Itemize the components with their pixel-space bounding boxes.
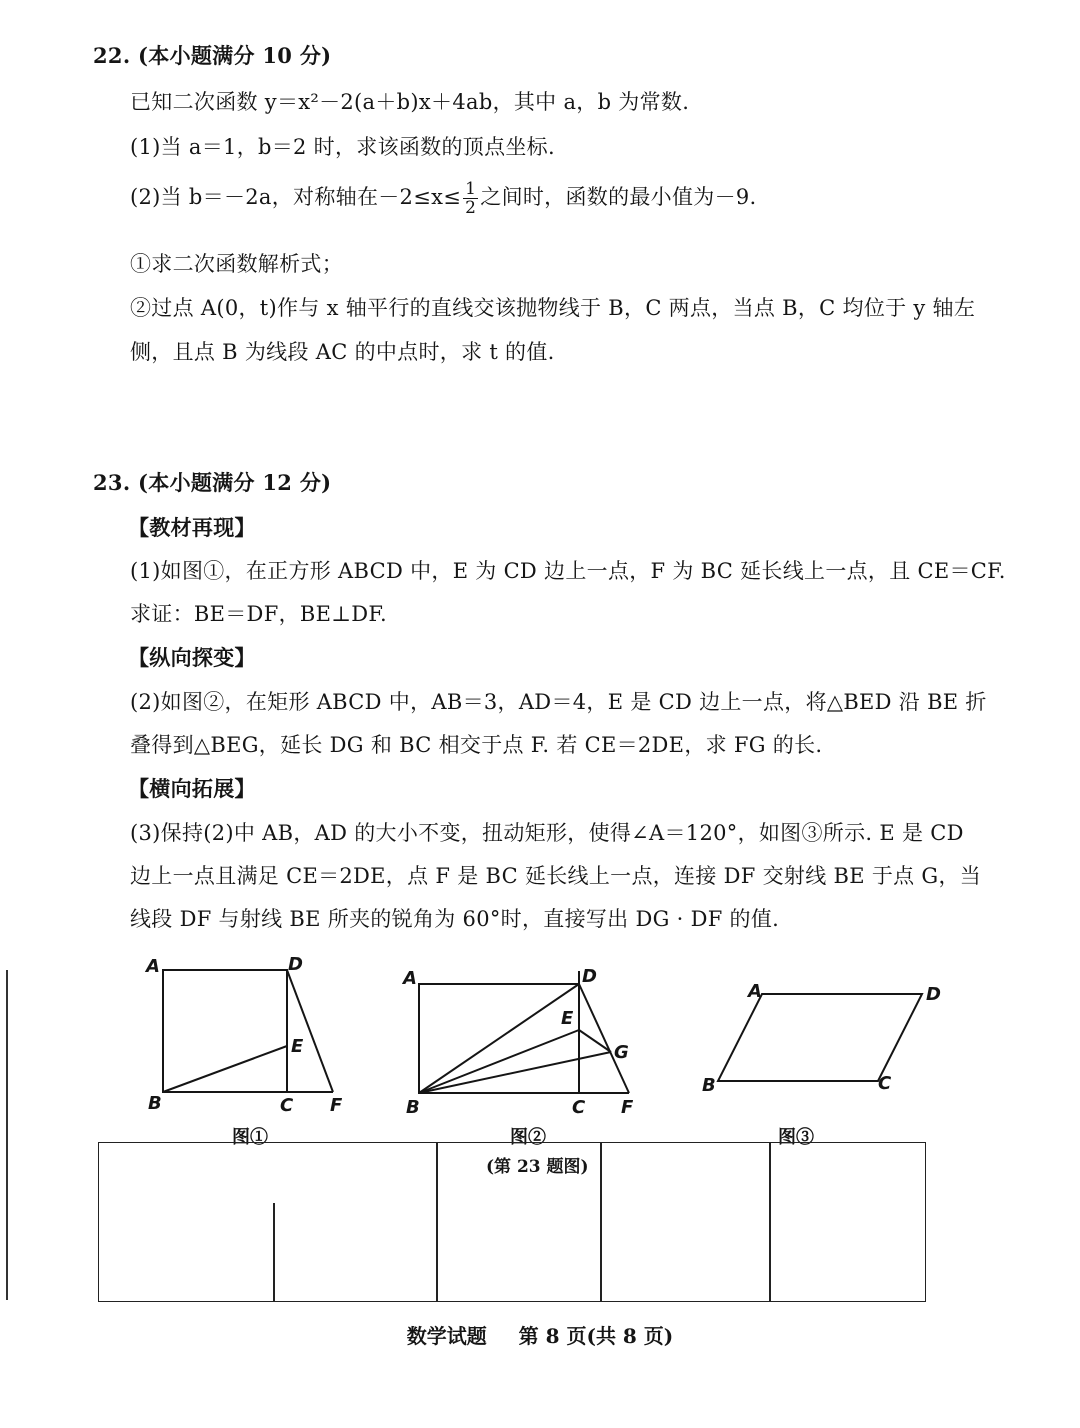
q23-part3-line3: 线段 DF 与射线 BE 所夹的锐角为 60°时，直接写出 DG · DF 的值. <box>130 907 780 931</box>
fig3-label-D: D <box>926 984 941 1005</box>
fig1-caption: 图① <box>232 1127 268 1148</box>
fig1-label-E: E <box>291 1036 304 1057</box>
fig1-line-DF <box>287 970 333 1092</box>
q23-section2-title: 【纵向探变】 <box>128 645 256 670</box>
fig2-line-DF <box>579 984 629 1093</box>
fig2-label-B: B <box>406 1097 420 1118</box>
fig1-label-D: D <box>288 954 303 975</box>
footer-subject: 数学试题 <box>406 1324 487 1348</box>
fig1-line-BE <box>163 1046 287 1092</box>
q22-sub2-line2: 侧，且点 B 为线段 AC 的中点时，求 t 的值. <box>130 340 555 364</box>
fig1-label-C: C <box>280 1095 294 1116</box>
answer-box-right-divider <box>769 1143 771 1301</box>
q23-part1-line2: 求证：BE＝DF，BE⊥DF. <box>130 602 387 626</box>
q23-section3-title: 【横向拓展】 <box>128 776 256 801</box>
fig1-square <box>163 970 287 1092</box>
fig3-caption: 图③ <box>778 1127 814 1148</box>
fig3-label-A: A <box>748 981 762 1002</box>
q22-sub1: ①求二次函数解析式； <box>130 252 343 276</box>
q22-heading: 22. (本小题满分 10 分) <box>93 43 332 68</box>
fig2-label-A: A <box>403 968 417 989</box>
binding-margin-line <box>6 970 8 1300</box>
fig1-label-B: B <box>148 1093 162 1114</box>
fig1-label-F: F <box>330 1095 343 1116</box>
fig1-label-A: A <box>146 956 160 977</box>
q22-part1: (1)当 a＝1，b＝2 时，求该函数的顶点坐标. <box>130 135 555 159</box>
q23-part1-line1: (1)如图①，在正方形 ABCD 中，E 为 CD 边上一点，F 为 BC 延长线上一点，且 CE＝CF. <box>130 559 1006 583</box>
q23-part3-line2: 边上一点且满足 CE＝2DE，点 F 是 BC 延长线上一点，连接 DF 交射线 BE 于点 G，当 <box>130 864 982 888</box>
fig3-label-C: C <box>878 1073 892 1094</box>
answer-box-right <box>600 1142 926 1302</box>
fig3-label-B: B <box>702 1075 716 1096</box>
fig2-label-C: C <box>572 1097 586 1118</box>
q23-part3-line1: (3)保持(2)中 AB，AD 的大小不变，扭动矩形，使得∠A＝120°，如图③所示. E 是 CD <box>130 821 964 845</box>
fig2-label-D: D <box>582 966 597 987</box>
fraction-denominator: 2 <box>465 198 477 218</box>
q22-sub2-line1: ②过点 A(0，t)作与 x 轴平行的直线交该抛物线于 B，C 两点，当点 B，C 均位于 y 轴左 <box>130 296 976 320</box>
footer-page-number: 第 8 页(共 8 页) <box>518 1324 674 1348</box>
fig2-label-G: G <box>614 1042 629 1063</box>
q22-part2-pre: (2)当 b＝－2a，对称轴在－2≤x≤ <box>130 185 462 209</box>
fig2-label-E: E <box>561 1008 574 1029</box>
answer-box-left-divider <box>273 1203 275 1301</box>
q22-stem: 已知二次函数 y＝x²－2(a＋b)x＋4ab，其中 a，b 为常数. <box>130 90 690 114</box>
q23-section1-title: 【教材再现】 <box>128 515 256 540</box>
group-caption: (第 23 题图) <box>486 1152 589 1177</box>
fraction-numerator: 1 <box>465 179 477 199</box>
page-footer <box>0 1320 1080 1349</box>
answer-box-left <box>98 1142 438 1302</box>
q22-part2-post: 之间时，函数的最小值为－9. <box>480 185 757 209</box>
fig2-caption: 图② <box>510 1127 546 1148</box>
q23-part2-line1: (2)如图②，在矩形 ABCD 中，AB＝3，AD＝4，E 是 CD 边上一点，将△BED 沿 BE 折 <box>130 690 987 714</box>
q23-part2-line2: 叠得到△BEG，延长 DG 和 BC 相交于点 F. 若 CE＝2DE，求 FG 的长. <box>130 733 823 757</box>
q23-heading: 23. (本小题满分 12 分) <box>93 470 332 495</box>
fig2-label-F: F <box>621 1097 634 1118</box>
fig3-parallelogram <box>718 994 922 1081</box>
